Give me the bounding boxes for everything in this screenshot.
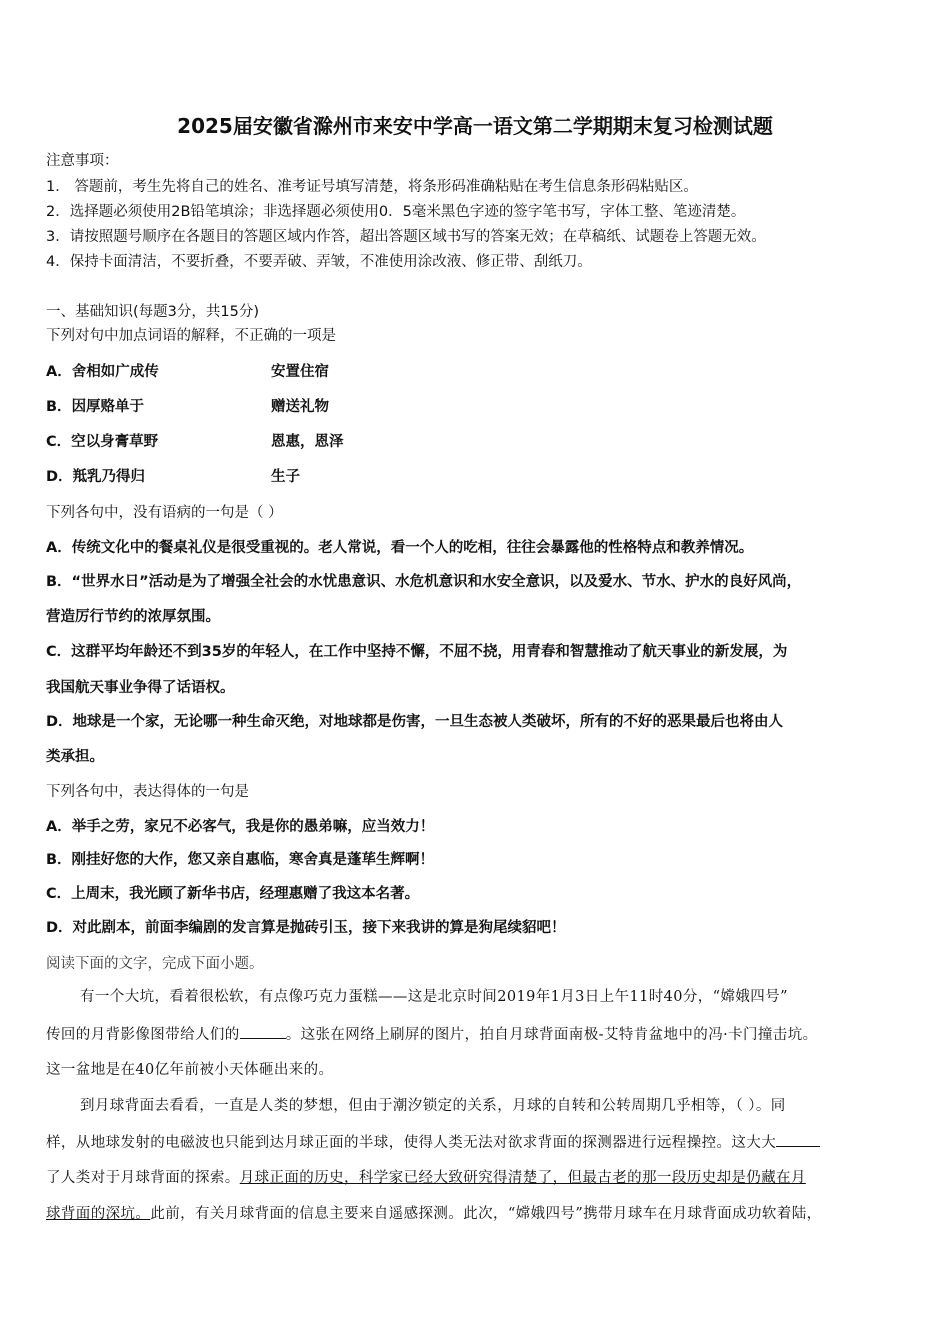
question-stem: 下列各句中，没有语病的一句是（ ） [46,505,283,521]
option-b [46,397,366,417]
option-meaning: 赠送礼物 [271,399,329,415]
option-label: A． [46,364,72,380]
question-stem: 下列各句中，表达得体的一句是 [46,784,249,800]
option-line: D．地球是一个家，无论哪一种生命灭绝，对地球都是伤害，一旦生态被人类破坏，所有的不好的恶果最后也将由人 [46,714,784,730]
reading-line [46,1168,806,1188]
option-line: 营造厉行节约的浓厚氛围。 [46,609,220,625]
reading-fragment: 样，从地球发射的电磁波也只能到达月球正面的半球，使得人类无法对欲求背面的探测器进行远程操控。这大大 [46,1135,777,1151]
answer-blank [240,1024,286,1039]
option-meaning: 生子 [271,469,300,485]
option-line: C．这群平均年龄还不到35岁的年轻人，在工作中坚持不懈，不屈不挠，用青春和智慧推动了航天事业的新发展，为 [46,644,788,660]
reading-line: 到月球背面去看看，一直是人类的梦想，但由于潮汐锁定的关系，月球的自转和公转周期几乎相等，（ ）。同 [80,1098,786,1114]
option-label: B． [46,399,72,415]
underlined-sentence: 月球正面的历史，科学家已经大致研究得清楚了，但最古老的那一段历史却是仍藏在月 [239,1170,806,1186]
reading-fragment: 。这张在网络上刷屏的图片，拍自月球背面南极-艾特肯盆地中的冯·卡门撞击坑。 [285,1027,818,1043]
option-line: A．举手之劳，家兄不必客气，我是你的愚弟嘛，应当效力！ [46,819,435,835]
option-phrase: 舍相如广成传 [71,364,159,380]
reading-fragment: 了人类对于月球背面的探索。 [46,1170,240,1186]
option-line: C．上周末，我光顾了新华书店，经理惠赠了我这本名著。 [46,886,420,902]
option-line: D．对此剧本，前面李编剧的发言算是抛砖引玉，接下来我讲的算是狗尾续貂吧！ [46,920,566,936]
option-label: C． [46,434,72,450]
option-phrase: 因厚赂单于 [71,399,145,415]
option-line: B．“世界水日”活动是为了增强全社会的水忧患意识、水危机意识和水安全意识，以及爱水、节水、护水的良好风尚， [46,574,802,590]
notice-item: 4．保持卡面清洁，不要折叠，不要弄破、弄皱，不准使用涂改液、修正带、刮纸刀。 [46,254,592,270]
notice-item: 3．请按照题号顺序在各题目的答题区域内作答，超出答题区域书写的答案无效；在草稿纸、试题卷上答题无效。 [46,229,766,245]
option-line: 类承担。 [46,749,104,765]
reading-line: 这一盆地是在40亿年前被小天体砸出来的。 [46,1062,334,1078]
reading-fragment: 传回的月背影像图带给人们的 [46,1027,240,1043]
notice-heading: 注意事项： [46,153,119,169]
option-d [46,467,366,487]
reading-intro: 阅读下面的文字，完成下面小题。 [46,956,264,972]
reading-line [46,1024,818,1045]
reading-fragment: 此前，有关月球背面的信息主要来自遥感探测。此次，“嫦娥四号”携带月球车在月球背面成功软着陆， [150,1206,822,1222]
underlined-sentence: 球背面的深坑。 [46,1206,151,1222]
reading-line: 有一个大坑，看着很松软，有点像巧克力蛋糕——这是北京时间2019年1月3日上午11时40分，“嫦娥四号” [80,989,788,1005]
option-meaning: 恩惠，恩泽 [271,434,344,450]
option-line: 我国航天事业争得了话语权。 [46,680,235,696]
reading-line [46,1204,822,1224]
option-c [46,432,366,452]
page-title: 2025届安徽省滁州市来安中学高一语文第二学期期末复习检测试题 [177,114,773,138]
option-phrase: 羝乳乃得归 [72,469,146,485]
notice-item: 1． 答题前，考生先将自己的姓名、准考证号填写清楚，将条形码准确粘贴在考生信息条形码粘贴区。 [46,179,698,195]
section-heading: 一、基础知识(每题3分，共15分) [46,304,259,320]
option-line: B．刚挂好您的大作，您又亲自惠临，寒舍真是蓬荜生辉啊！ [46,852,435,868]
option-meaning: 安置住宿 [271,364,329,380]
answer-blank [776,1132,820,1147]
notice-item: 2．选择题必须使用2B铅笔填涂；非选择题必须使用0．5毫米黑色字迹的签字笔书写，字体工整、笔迹清楚。 [46,204,746,220]
question-stem: 下列对句中加点词语的解释，不正确的一项是 [46,328,336,344]
option-phrase: 空以身膏草野 [71,434,159,450]
option-a [46,362,366,382]
option-label: D． [46,469,73,485]
reading-line [46,1132,820,1153]
option-line: A．传统文化中的餐桌礼仪是很受重视的。老人常说，看一个人的吃相，往往会暴露他的性格特点和教养情况。 [46,540,754,556]
